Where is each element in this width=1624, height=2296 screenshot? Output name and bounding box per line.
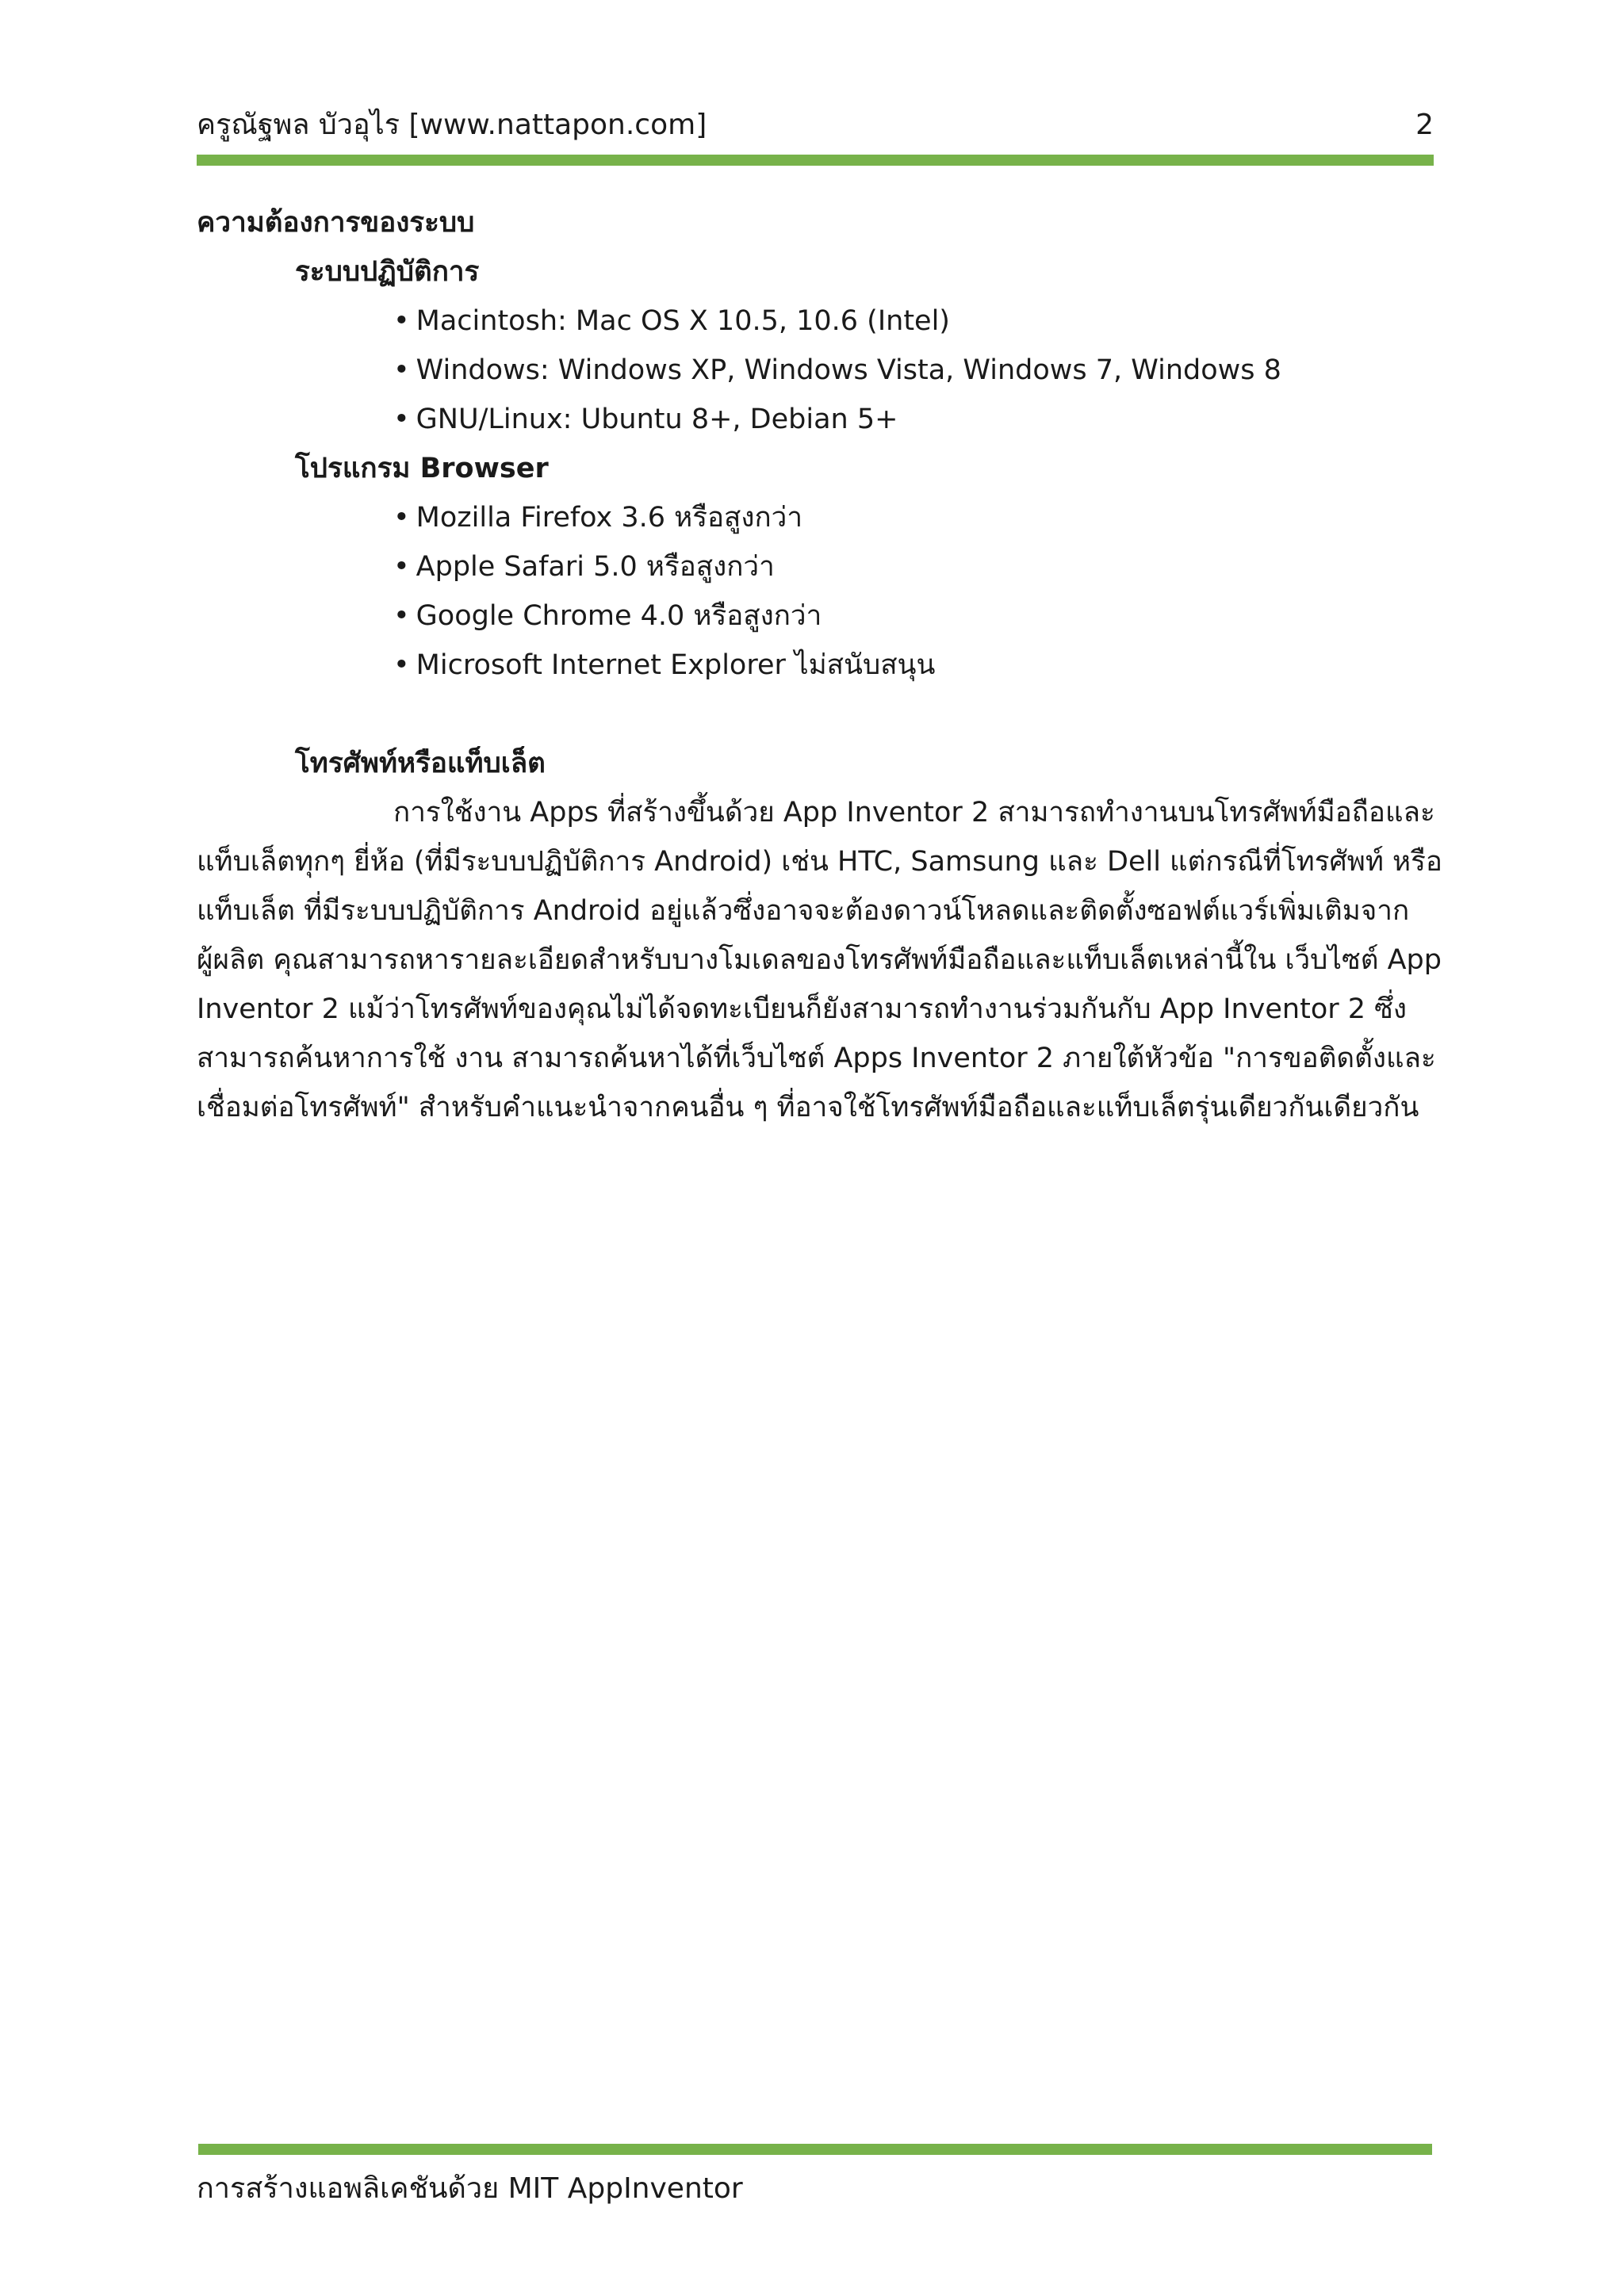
browser-item-safari: Apple Safari 5.0 หรือสูงกว่า <box>416 551 775 583</box>
phone-tablet-heading: โทรศัพท์หรือแท็บเล็ต <box>295 748 546 779</box>
list-item <box>393 591 1434 641</box>
bullet-icon: • <box>393 502 410 534</box>
page-header <box>197 103 1434 147</box>
list-item <box>393 346 1434 395</box>
header-author-site: ครูณัฐพล บัวอุไร [www.nattapon.com] <box>197 109 707 141</box>
os-heading: ระบบปฏิบัติการ <box>295 256 480 288</box>
list-item <box>393 493 1434 542</box>
list-item <box>393 641 1434 690</box>
bullet-icon: • <box>393 649 410 681</box>
browser-list <box>197 493 1434 690</box>
paragraph-line: แท็บเล็ตทุกๆ ยี่ห้อ (ที่มีระบบปฏิบัติการ Android) เช่น HTC, Samsung และ Dell แต่กรณีที่โทรศัพท์ หรือ <box>197 846 1442 878</box>
header-rule <box>197 155 1434 166</box>
list-item <box>393 297 1434 346</box>
list-item <box>393 542 1434 591</box>
paragraph-line: สามารถค้นหาการใช้ งาน สามารถค้นหาได้ที่เว็บไซต์ Apps Inventor 2 ภายใต้หัวข้อ "การขอติดตั้งและ <box>197 1043 1436 1074</box>
paragraph-line: การใช้งาน Apps ที่สร้างขึ้นด้วย App Inventor 2 สามารถทำงานบนโทรศัพท์มือถือและ <box>393 797 1435 828</box>
paragraph-line: แท็บเล็ต ที่มีระบบปฏิบัติการ Android อยู่แล้วซึ่งอาจจะต้องดาวน์โหลดและติดตั้งซอฟต์แวร์เพิ่มเติมจาก <box>197 895 1410 927</box>
page-footer: การสร้างแอพลิเคชันด้วย MIT AppInventor <box>197 2172 743 2205</box>
os-item-linux: GNU/Linux: Ubuntu 8+, Debian 5+ <box>416 404 898 435</box>
paragraph-line: เชื่อมต่อโทรศัพท์" สำหรับคำแนะนำจากคนอื่น ๆ ที่อาจใช้โทรศัพท์มือถือและแท็บเล็ตรุ่นเดียวกันเดียวกัน <box>197 1092 1419 1123</box>
system-requirements-title: ความต้องการของระบบ <box>197 207 475 239</box>
bullet-icon: • <box>393 551 410 583</box>
browser-item-ie: Microsoft Internet Explorer ไม่สนับสนุน <box>416 649 936 681</box>
bullet-icon: • <box>393 404 410 435</box>
os-list <box>197 297 1434 444</box>
paragraph-line: ผู้ผลิต คุณสามารถหารายละเอียดสำหรับบางโมเดลของโทรศัพท์มือถือและแท็บเล็ตเหล่านี้ใน เว็บไซต์ App <box>197 944 1442 976</box>
browser-heading: โปรแกรม Browser <box>295 453 549 484</box>
page-number: 2 <box>1415 109 1434 141</box>
browser-item-chrome: Google Chrome 4.0 หรือสูงกว่า <box>416 600 822 632</box>
footer-rule <box>198 2144 1432 2155</box>
bullet-icon: • <box>393 600 410 632</box>
paragraph-line: Inventor 2 แม้ว่าโทรศัพท์ของคุณไม่ได้จดทะเบียนก็ยังสามารถทำงานร่วมกันกับ App Inventor 2 ซึ่ง <box>197 993 1408 1025</box>
os-item-mac: Macintosh: Mac OS X 10.5, 10.6 (Intel) <box>416 305 950 337</box>
browser-item-firefox: Mozilla Firefox 3.6 หรือสูงกว่า <box>416 502 802 534</box>
phone-tablet-paragraph <box>197 788 1442 1132</box>
os-item-windows: Windows: Windows XP, Windows Vista, Windows 7, Windows 8 <box>416 354 1281 386</box>
bullet-icon: • <box>393 305 410 337</box>
page-content <box>197 198 1442 1132</box>
bullet-icon: • <box>393 354 410 386</box>
list-item <box>393 395 1434 444</box>
section-gap <box>197 690 1434 739</box>
